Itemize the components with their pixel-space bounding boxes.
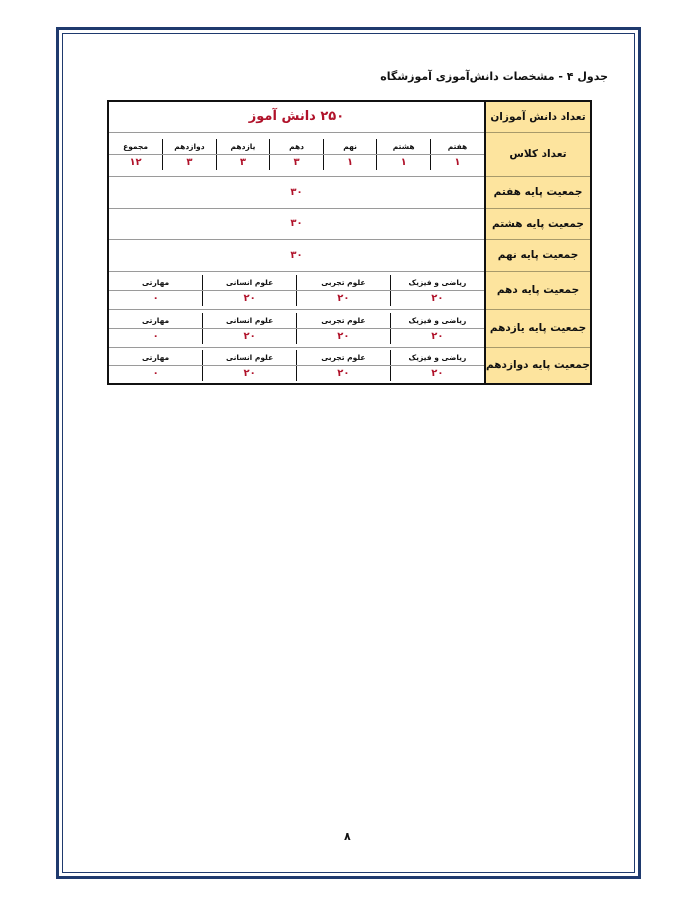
class-val-11: ۳ <box>216 154 270 170</box>
grade10-science: ۲۰ <box>297 290 391 306</box>
grade12-subtable <box>109 350 484 381</box>
class-col-10: دهم <box>270 139 324 155</box>
grade10-math: ۲۰ <box>390 290 484 306</box>
stream-humanities: علوم انسانی <box>203 275 297 291</box>
class-val-8: ۱ <box>377 154 431 170</box>
label-students: تعداد دانش آموزان <box>485 101 591 132</box>
row-classes <box>108 132 591 176</box>
grade10-humanities: ۲۰ <box>203 290 297 306</box>
grade12-math: ۲۰ <box>390 365 484 381</box>
class-val-12: ۳ <box>163 154 217 170</box>
label-grade9: جمعیت پایه نهم <box>485 239 591 271</box>
value-grade7: ۳۰ <box>108 176 485 208</box>
grade11-humanities: ۲۰ <box>203 328 297 344</box>
student-specs-table <box>107 100 592 385</box>
page-number: ۸ <box>344 830 351 843</box>
stream-math: ریاضی و فیزیک <box>390 275 484 291</box>
label-classes: تعداد کلاس <box>485 132 591 176</box>
class-col-total: مجموع <box>109 139 163 155</box>
class-val-total: ۱۲ <box>109 154 163 170</box>
grade12-science: ۲۰ <box>297 365 391 381</box>
label-grade10: جمعیت پایه دهم <box>485 271 591 309</box>
label-grade11: جمعیت پایه یازدهم <box>485 309 591 347</box>
label-grade12: جمعیت پایه دوازدهم <box>485 347 591 384</box>
row-students <box>108 101 591 132</box>
stream-vocational: مهارتی <box>109 350 203 366</box>
stream-science: علوم تجربی <box>297 313 391 329</box>
row-grade9 <box>108 239 591 271</box>
label-grade8: جمعیت پایه هشتم <box>485 208 591 239</box>
class-val-7: ۱ <box>430 154 484 170</box>
class-col-11: یازدهم <box>216 139 270 155</box>
stream-math: ریاضی و فیزیک <box>390 313 484 329</box>
grade11-vocational: ۰ <box>109 328 203 344</box>
value-grade9: ۳۰ <box>108 239 485 271</box>
class-col-7: هفتم <box>430 139 484 155</box>
value-grade8: ۳۰ <box>108 208 485 239</box>
grade12-humanities: ۲۰ <box>203 365 297 381</box>
grade10-subtable <box>109 275 484 306</box>
stream-math: ریاضی و فیزیک <box>390 350 484 366</box>
value-students: ۲۵۰ دانش آموز <box>108 101 485 132</box>
grade11-math: ۲۰ <box>390 328 484 344</box>
grade12-vocational: ۰ <box>109 365 203 381</box>
table-caption: جدول ۴ - مشخصات دانش‌آموزی آموزشگاه <box>380 70 608 83</box>
class-col-9: نهم <box>323 139 377 155</box>
grade11-science: ۲۰ <box>297 328 391 344</box>
classes-subtable <box>109 139 484 170</box>
stream-vocational: مهارتی <box>109 313 203 329</box>
class-col-12: دوازدهم <box>163 139 217 155</box>
stream-science: علوم تجربی <box>297 350 391 366</box>
class-val-10: ۳ <box>270 154 324 170</box>
row-grade7 <box>108 176 591 208</box>
class-col-8: هشتم <box>377 139 431 155</box>
row-grade8 <box>108 208 591 239</box>
stream-humanities: علوم انسانی <box>203 313 297 329</box>
stream-science: علوم تجربی <box>297 275 391 291</box>
row-grade10 <box>108 271 591 309</box>
row-grade12 <box>108 347 591 384</box>
grade11-subtable <box>109 313 484 344</box>
label-grade7: جمعیت پایه هفتم <box>485 176 591 208</box>
class-val-9: ۱ <box>323 154 377 170</box>
stream-humanities: علوم انسانی <box>203 350 297 366</box>
row-grade11 <box>108 309 591 347</box>
stream-vocational: مهارتی <box>109 275 203 291</box>
grade10-vocational: ۰ <box>109 290 203 306</box>
